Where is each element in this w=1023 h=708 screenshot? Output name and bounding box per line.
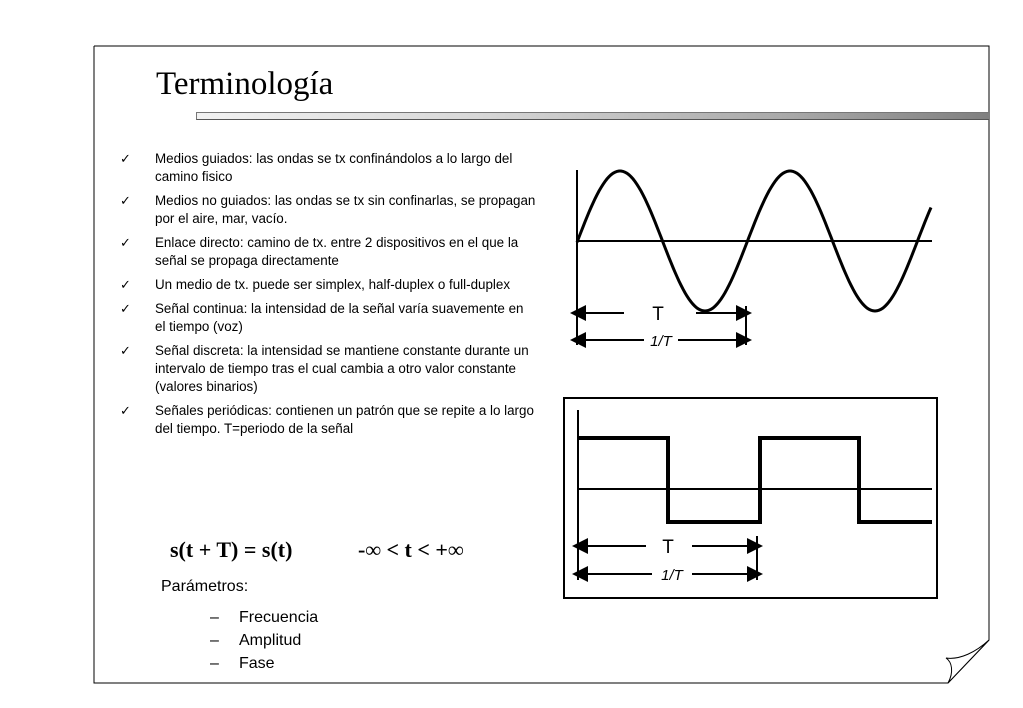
bullet-text: Señales periódicas: contienen un patrón que se repite a lo largo del tiempo. T=periodo de la señal [155, 403, 534, 436]
dash-bullet: – [210, 632, 219, 649]
list-item [116, 150, 536, 186]
sine-wave-figure [570, 160, 940, 355]
periodicity-formula: s(t + T) = s(t) [170, 537, 293, 562]
formula-range: -∞ < t < +∞ [358, 537, 464, 562]
list-item [116, 402, 536, 438]
bullet-text: Enlace directo: camino de tx. entre 2 dispositivos en el que la señal se propaga directamente [155, 235, 519, 268]
params-list [210, 606, 318, 675]
checkmark-icon: ✓ [120, 403, 131, 418]
params-label: Parámetros: [161, 578, 249, 595]
bullet-text: Un medio de tx. puede ser simplex, half-duplex o full-duplex [155, 277, 511, 292]
bullet-text: Medios guiados: las ondas se tx confinándolos a lo largo del camino fisico [155, 151, 513, 184]
checkmark-icon: ✓ [120, 193, 131, 208]
dash-bullet: – [210, 609, 219, 626]
list-item [116, 192, 536, 228]
square-freq-label: 1/T [661, 567, 683, 584]
page-curl-icon [940, 636, 990, 686]
bullet-list [116, 150, 536, 444]
list-item [210, 606, 318, 629]
checkmark-icon: ✓ [120, 235, 131, 250]
param-text: Amplitud [239, 632, 302, 649]
dash-bullet: – [210, 655, 219, 672]
bullet-text: Medios no guiados: las ondas se tx sin confinarlas, se propagan por el aire, mar, vacío. [155, 193, 536, 226]
sine-period-label: T [652, 304, 664, 325]
sine-freq-label: 1/T [650, 333, 672, 350]
checkmark-icon: ✓ [120, 343, 131, 358]
list-item [210, 629, 318, 652]
param-text: Fase [239, 655, 275, 672]
list-item [116, 300, 536, 336]
bullet-text: Señal continua: la intensidad de la señal varía suavemente en el tiempo (voz) [155, 301, 524, 334]
param-text: Frecuencia [239, 609, 319, 626]
checkmark-icon: ✓ [120, 301, 131, 316]
list-item [116, 276, 536, 294]
list-item [210, 652, 318, 675]
bullet-text: Señal discreta: la intensidad se mantiene constante durante un intervalo de tiempo tras el cual cambia a otro valor constante (valores binarios) [155, 343, 529, 394]
page-title: Terminología [156, 66, 334, 102]
square-period-label: T [662, 537, 674, 558]
title-underline-bar [196, 112, 989, 120]
list-item [116, 342, 536, 396]
list-item [116, 234, 536, 270]
square-wave-figure [560, 396, 940, 600]
checkmark-icon: ✓ [120, 277, 131, 292]
checkmark-icon: ✓ [120, 151, 131, 166]
square-figure-border [564, 398, 937, 598]
